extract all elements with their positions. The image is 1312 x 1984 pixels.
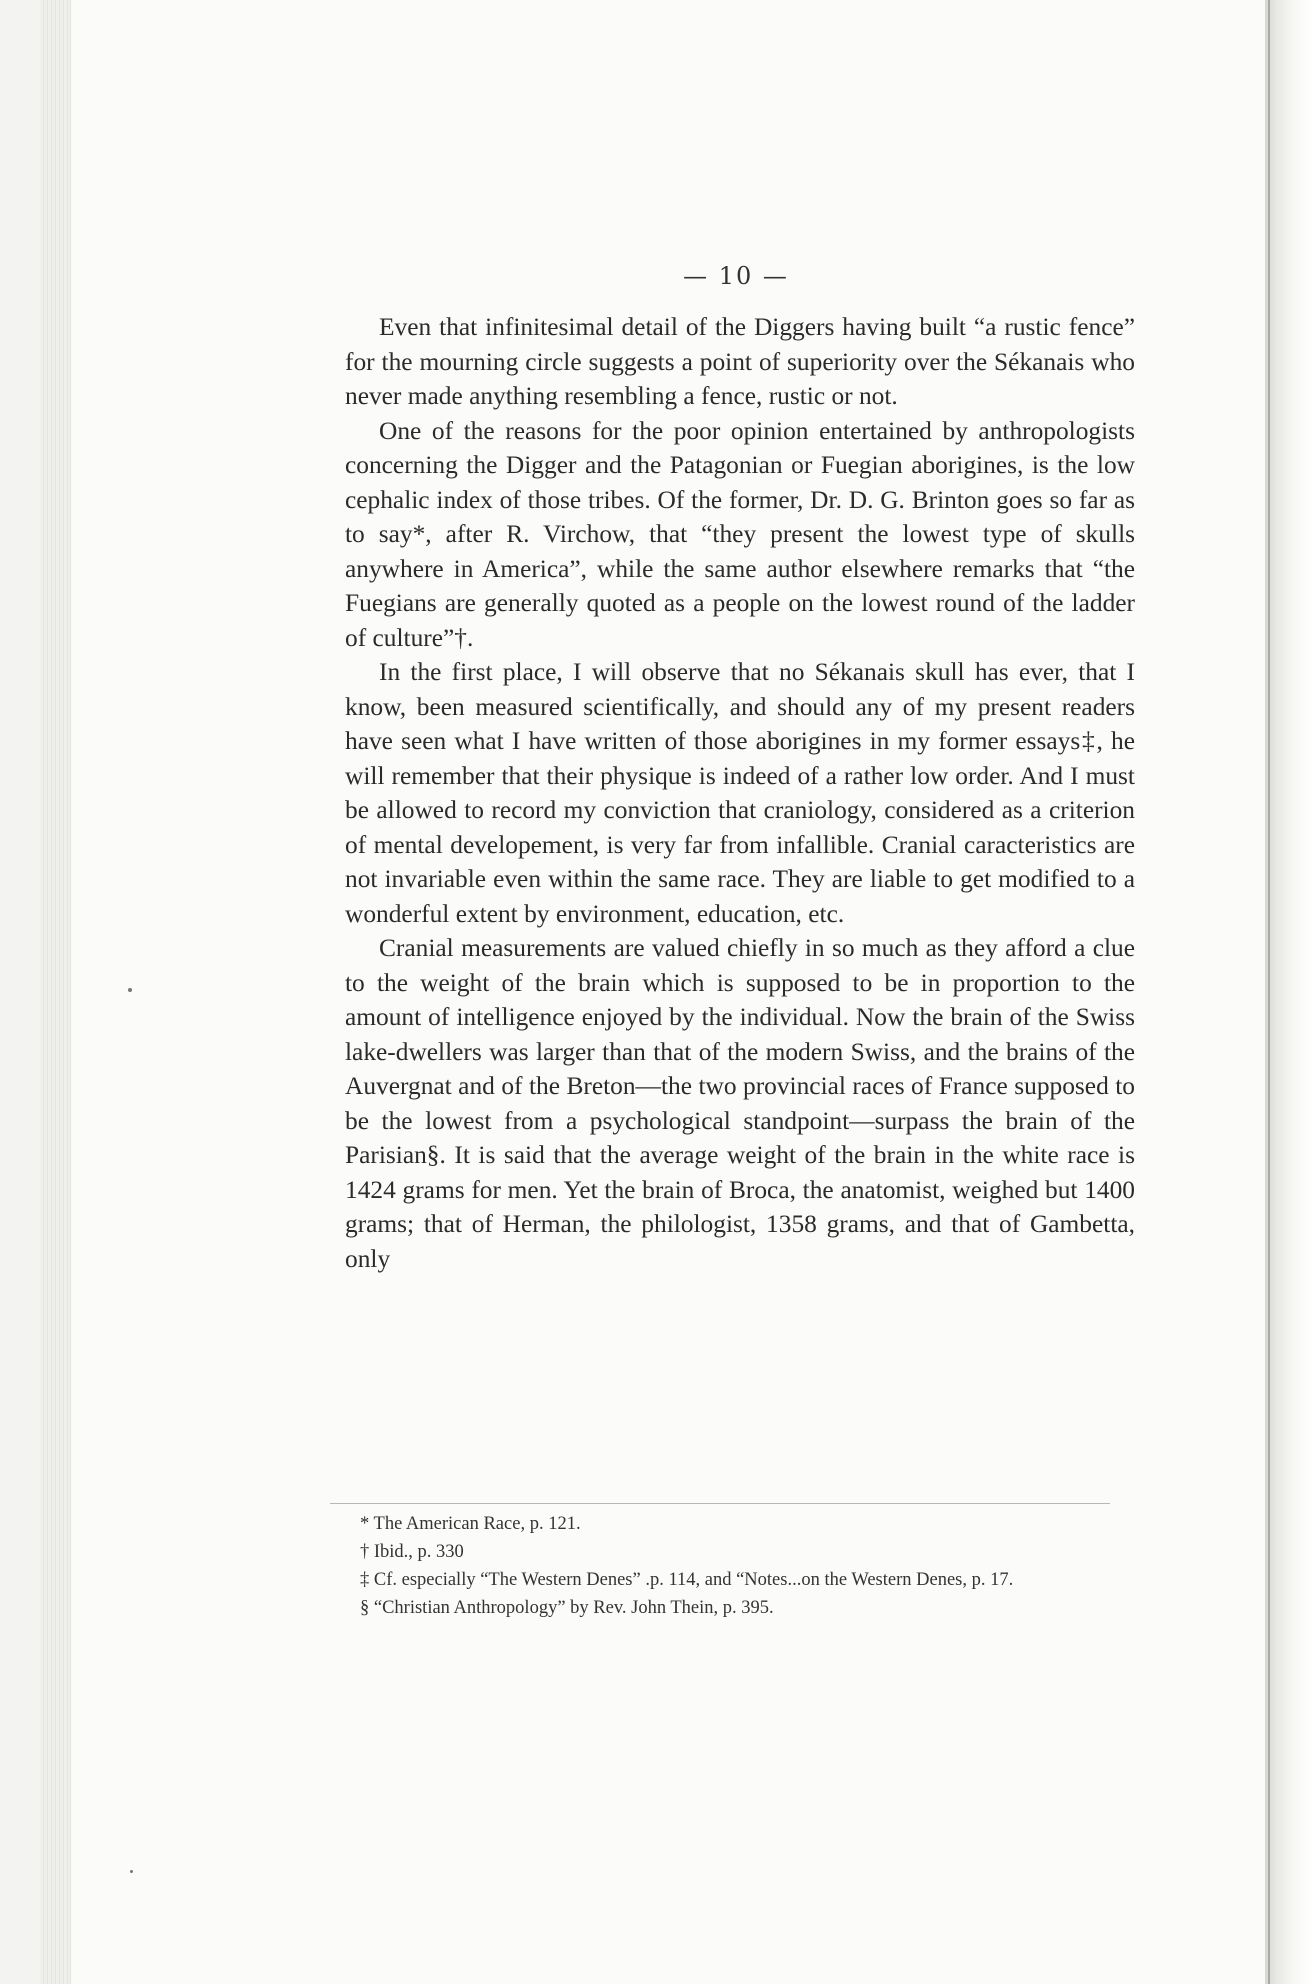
footnote: ‡ Cf. especially “The Western Denes” .p. 114, and “Notes...on the Western Denes, p. 17. (360, 1570, 1014, 1590)
paragraph: One of the reasons for the poor opinion entertained by anthropologists concerning the Digger and the Patagonian or Fuegian aborigines, is the low cephalic index of those tribes. Of the former, Dr. D. G. Brinton goes so far as to say*, after R. Virchow, that “they present the lowest type of skulls anywhere in America”, while the same author elsewhere remarks that “the Fuegians are generally quoted as a people on the lowest round of the ladder of culture”†. (345, 416, 1135, 652)
paragraph: Even that infinitesimal detail of the Diggers having built “a rustic fence” for the mourning circle suggests a point of superiority over the Sékanais who never made anything resembling a fence, rustic or not. (345, 313, 1135, 410)
speck-mark (130, 1870, 133, 1873)
page-edges (40, 0, 70, 1984)
spine-line (1268, 0, 1270, 1984)
body-text (345, 310, 1135, 1276)
speck-mark (128, 988, 132, 992)
footnote: * The American Race, p. 121. (360, 1514, 581, 1534)
footnotes (330, 1510, 1122, 1622)
page-number: — 10 — (683, 262, 789, 290)
paragraph: Cranial measurements are valued chiefly in so much as they afford a clue to the weight of the brain which is supposed to be in proportion to the amount of intelligence enjoyed by the individual. Now the brain of the Swiss lake-dwellers was larger than that of the modern Swiss, and the brains of the Auvergnat and of the Breton—the two provincial races of France supposed to be the lowest from a psychological standpoint—surpass the brain of the Parisian§. It is said that the average weight of the brain in the white race is 1424 grams for men. Yet the brain of Broca, the anatomist, weighed but 1400 grams; that of Herman, the philologist, 1358 grams, and that of Gambetta, only (345, 934, 1135, 1273)
footnote-rule (330, 1503, 1110, 1504)
spine-shadow (1265, 0, 1312, 1984)
paragraph: In the first place, I will observe that no Sékanais skull has ever, that I know, been measured scientifically, and should any of my present readers have seen what I have written of those aborigines in my former essays‡, he will remember that their physique is indeed of a rather low order. And I must be allowed to record my conviction that craniology, considered as a criterion of mental developement, is very far from infallible. Cranial caracteristics are not invariable even within the same race. They are liable to get modified to a wonderful extent by environment, education, etc. (345, 658, 1135, 928)
footnote: † Ibid., p. 330 (360, 1542, 464, 1562)
footnote: § “Christian Anthropology” by Rev. John Thein, p. 395. (360, 1598, 774, 1618)
